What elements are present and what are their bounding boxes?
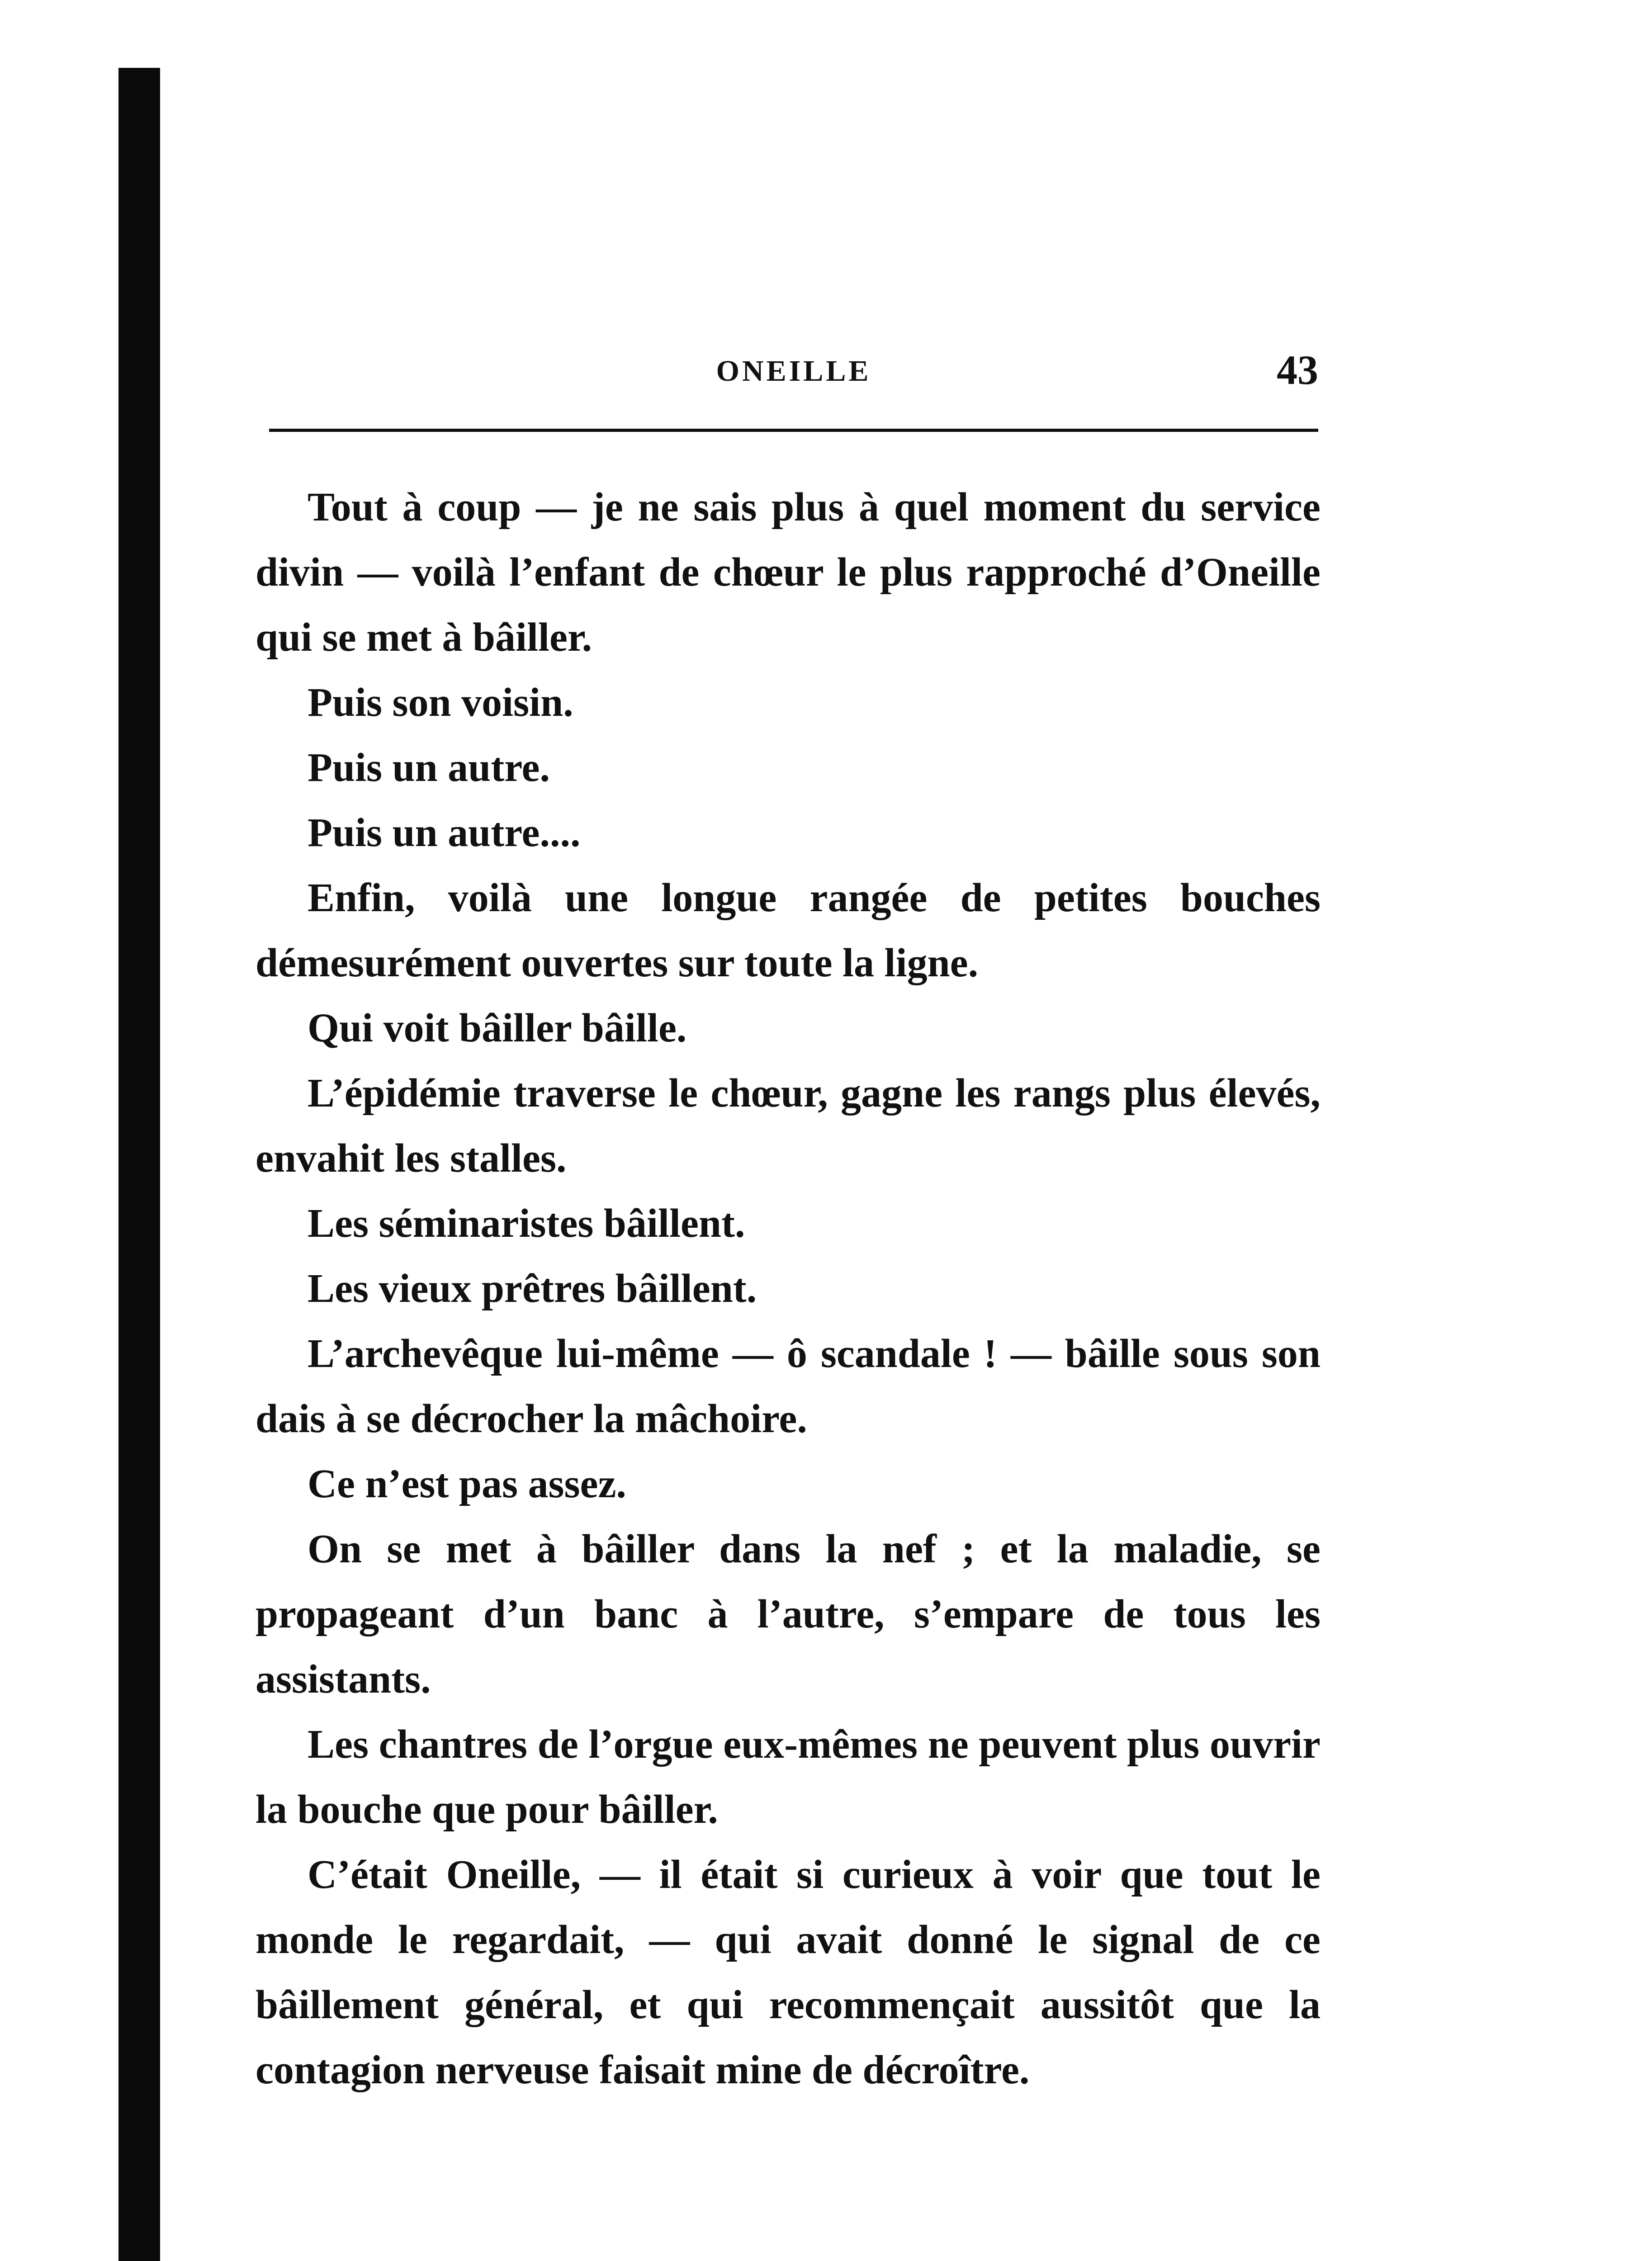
paragraph: Les séminaristes bâillent. [308,1201,745,1246]
running-head [269,346,1318,400]
running-title: ONEILLE [716,355,871,388]
paragraph: Les vieux prêtres bâillent. [308,1266,757,1311]
paragraph: Ce n’est pas assez. [308,1462,626,1506]
paragraph: L’archevêque lui-même — ô scandale ! — bâille sous son dais à se décrocher la mâchoire. [256,1331,1321,1441]
header-rule [269,429,1318,432]
paragraph: Les chantres de l’orgue eux-mêmes ne peuvent plus ouvrir la bouche que pour bâiller. [256,1722,1321,1832]
paragraph: Puis son voisin. [308,680,573,725]
paragraph: Qui voit bâiller bâille. [308,1006,687,1050]
body-text [256,475,1321,2103]
paragraph: Puis un autre. [308,745,550,790]
paragraph: Enfin, voilà une longue rangée de petites bouches démesurément ouvertes sur toute la ligne. [256,875,1321,985]
paragraph: L’épidémie traverse le chœur, gagne les rangs plus élevés, envahit les stalles. [256,1071,1321,1181]
paragraph: On se met à bâiller dans la nef ; et la maladie, se propageant d’un banc à l’autre, s’empare de tous les assistants. [256,1527,1321,1702]
paragraph: Puis un autre.... [308,810,581,855]
binding-shadow [118,68,160,2261]
paragraph: Tout à coup — je ne sais plus à quel moment du service divin — voilà l’enfant de chœur le plus rapproché d’Oneille qui se met à bâiller. [256,485,1321,660]
page-number: 43 [1277,347,1318,393]
paragraph: C’était Oneille, — il était si curieux à voir que tout le monde le regardait, — qui avait donné le signal de ce bâillement général, et qui recommençait aussitôt que la contagion nerveuse faisait mine de décroître. [256,1852,1321,2092]
